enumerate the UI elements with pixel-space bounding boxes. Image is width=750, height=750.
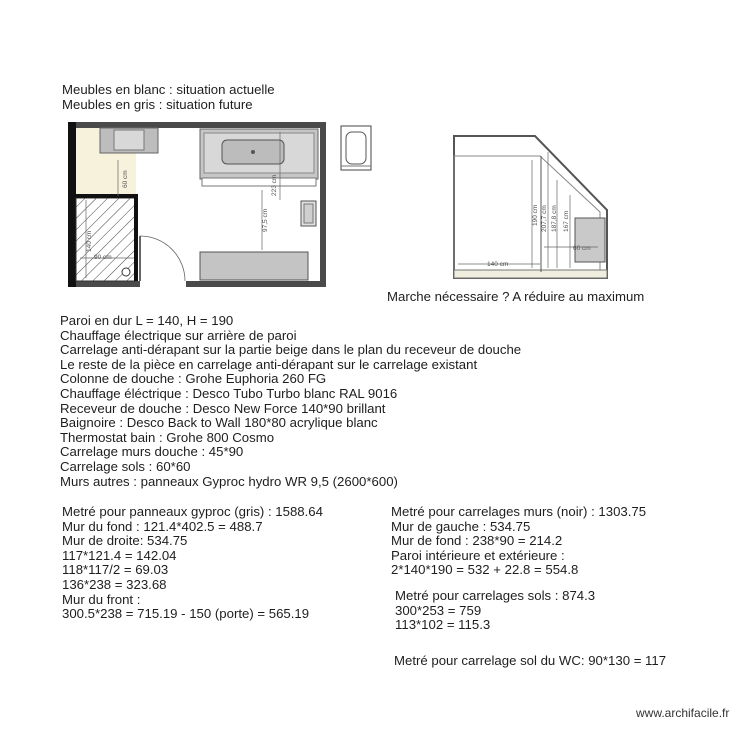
spec-line: Receveur de douche : Desco New Force 140*90 brillant	[60, 400, 386, 416]
gyproc-line: Mur du front :	[62, 591, 141, 607]
spec-line: Murs autres : panneaux Gyproc hydro WR 9,5 (2600*600)	[60, 473, 398, 489]
spec-line: Colonne de douche : Grohe Euphoria 260 FG	[60, 371, 327, 387]
wall-tiles-line: Mur de gauche : 534.75	[391, 518, 531, 534]
dim-90-cm: 90 cm	[94, 254, 112, 261]
gyproc-line: 118*117/2 = 69.03	[62, 562, 169, 578]
section-caption: Marche nécessaire ? A réduire au maximum	[387, 289, 645, 304]
floor-plan	[68, 122, 326, 287]
floor-tiles-line: 113*102 = 115.3	[395, 617, 491, 633]
gyproc-line: Mur du fond : 121.4*402.5 = 488.7	[62, 518, 263, 534]
bath-current	[202, 178, 316, 186]
spec-line: Chauffage électrique sur arrière de paroi	[60, 327, 297, 343]
sec-dim-207-7: 207,7 cm	[541, 205, 548, 232]
wall-tiles-line: 2*140*190 = 532 + 22.8 = 554.8	[391, 562, 579, 578]
gyproc-line: 117*121.4 = 142.04	[62, 547, 177, 563]
spec-line: Carrelage murs douche : 45*90	[60, 444, 244, 460]
section-floor-step	[454, 270, 607, 278]
sec-dim-140: 140 cm	[487, 261, 509, 268]
legend-line-1: Meubles en blanc : situation actuelle	[62, 82, 275, 97]
door-opening	[140, 281, 186, 287]
dim-97-5-cm: 97,5 cm	[262, 208, 269, 232]
thermostat-inner	[304, 204, 313, 223]
floor-tiles-block	[395, 589, 595, 633]
wall-tiles-line: Metré pour carrelages murs (noir) : 1303.75	[391, 504, 647, 519]
wall-tiles-line: Mur de fond : 238*90 = 214.2	[391, 533, 563, 549]
shower-column	[122, 268, 130, 276]
sec-dim-187-8: 187,8 cm	[551, 205, 558, 232]
sec-dim-60: 60 cm	[573, 245, 591, 252]
sec-dim-167: 167 cm	[563, 210, 570, 232]
gyproc-line: Mur de droite: 534.75	[62, 533, 188, 549]
spec-line: Paroi en dur L = 140, H = 190	[60, 313, 234, 328]
dim-60-cm: 60 cm	[122, 170, 129, 188]
section-view	[454, 136, 607, 278]
legend-line-2: Meubles en gris : situation future	[62, 97, 253, 112]
floor-tiles-line: Metré pour carrelages sols : 874.3	[395, 588, 596, 603]
wc-symbol	[341, 126, 371, 170]
gyproc-line: Metré pour panneaux gyproc (gris) : 1588.64	[62, 504, 323, 519]
shower-wall-black	[68, 122, 76, 287]
spec-line: Le reste de la pièce en carrelage anti-dérapant sur le carrelage existant	[60, 356, 478, 372]
spec-line: Carrelage sols : 60*60	[60, 458, 191, 474]
floor-tiles-line: 300*253 = 759	[395, 602, 482, 618]
gyproc-block	[62, 505, 323, 622]
spec-line: Chauffage éléctrique : Desco Tubo Turbo blanc RAL 9016	[60, 385, 398, 401]
vanity-future	[200, 252, 308, 280]
bath-drain	[251, 150, 255, 154]
section-tank	[575, 218, 605, 262]
wall-tiles-line: Paroi intérieure et extérieure :	[391, 547, 565, 563]
spec-line: Carrelage anti-dérapant sur la partie beige dans le plan du receveur de douche	[60, 342, 522, 358]
gyproc-line: 136*238 = 323.68	[62, 576, 167, 592]
watermark: www.archifacile.fr	[636, 706, 730, 720]
specs-block	[60, 314, 521, 489]
wall-tiles-block	[391, 505, 646, 578]
dim-223-cm: 223 cm	[271, 174, 278, 196]
gyproc-line: 300.5*238 = 715.19 - 150 (porte) = 565.19	[62, 606, 310, 622]
shower-top-wall	[76, 194, 138, 198]
wc-floor-line: Metré pour carrelage sol du WC: 90*130 = 117	[394, 653, 667, 668]
spec-line: Baignoire : Desco Back to Wall 180*80 acrylique blanc	[60, 415, 378, 431]
shower-partition	[134, 196, 138, 281]
radiator-small	[114, 130, 144, 150]
sec-dim-190: 190 cm	[532, 204, 539, 226]
dim-140-cm: 140 cm	[86, 230, 93, 252]
spec-line: Thermostat bain : Grohe 800 Cosmo	[60, 429, 275, 445]
